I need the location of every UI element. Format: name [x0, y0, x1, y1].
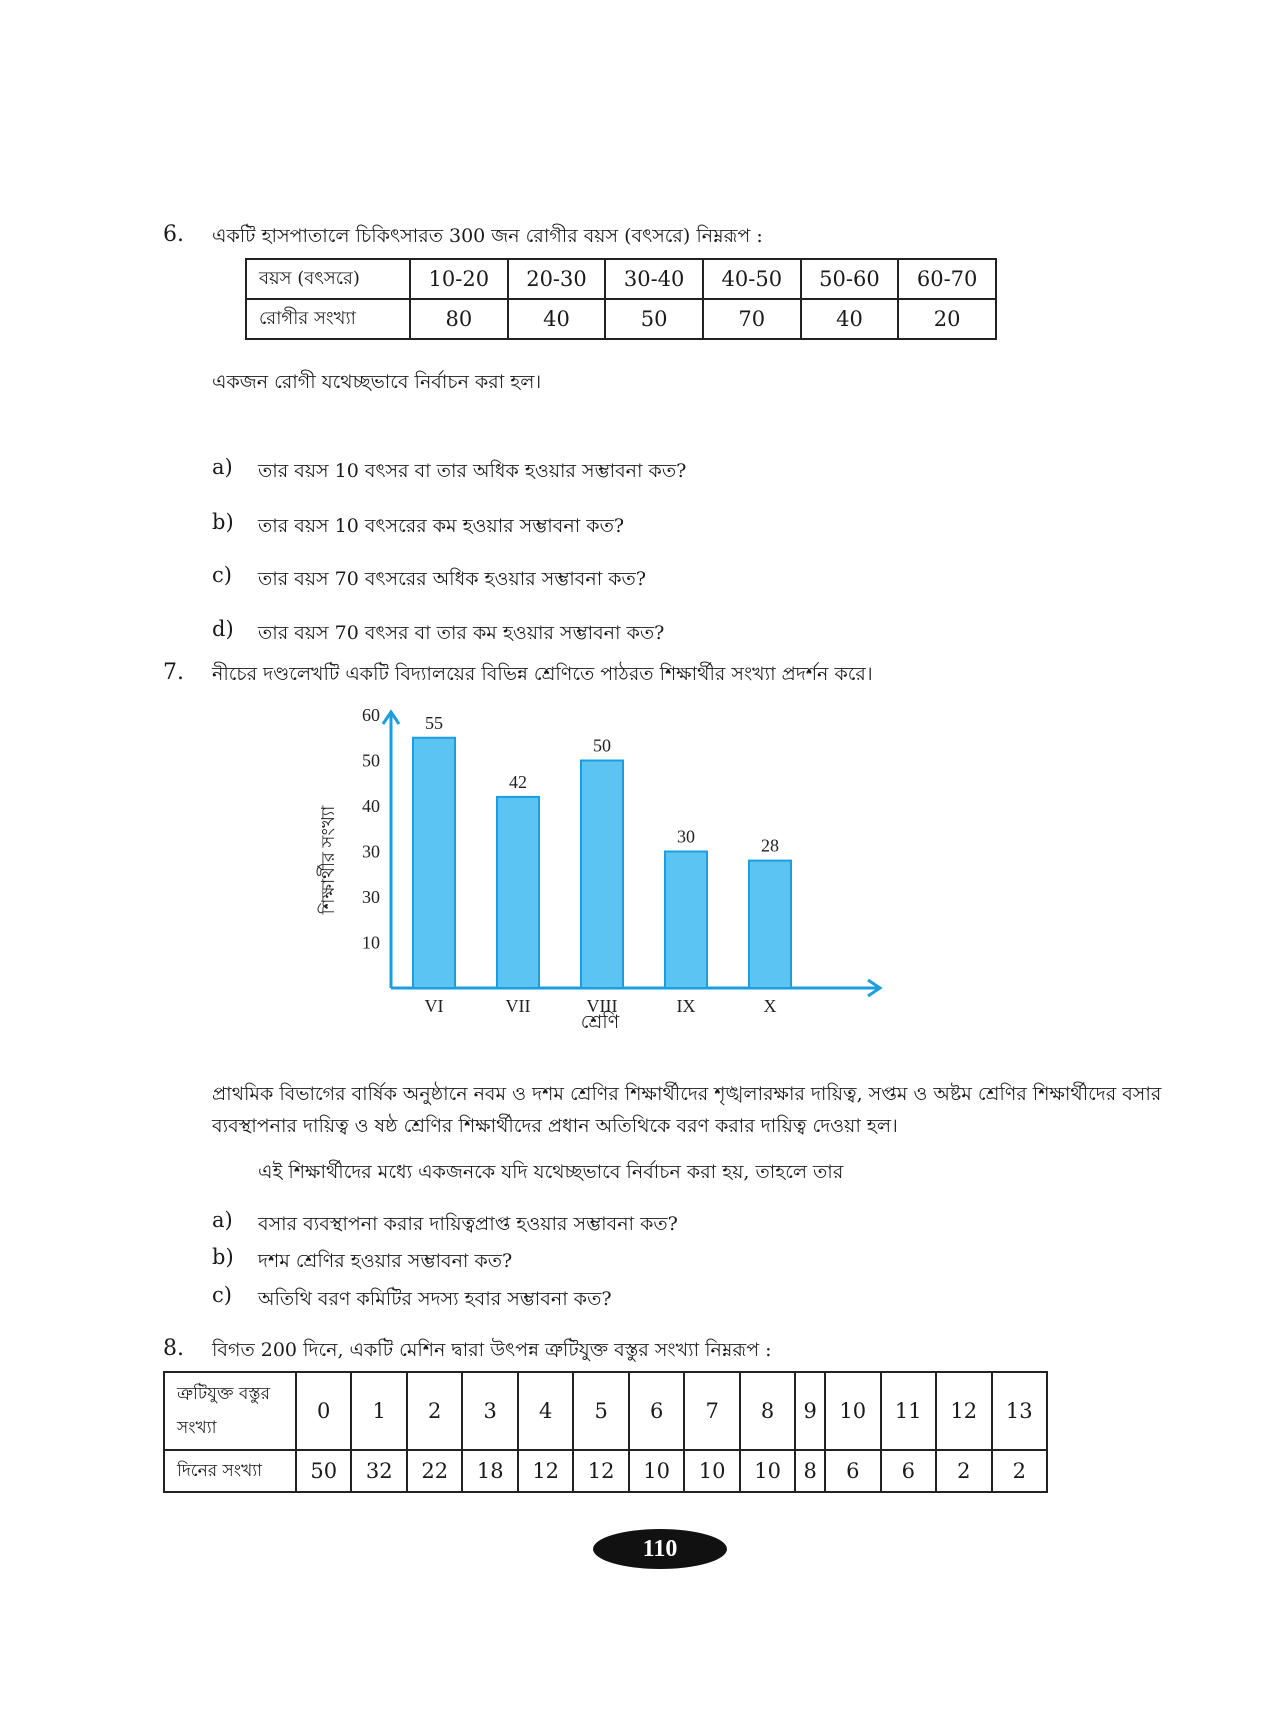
defects-row-label — [164, 1372, 296, 1450]
bar — [749, 861, 791, 988]
option-text: অতিথি বরণ কমিটির সদস্য হবার সম্ভাবনা কত? — [258, 1288, 612, 1310]
q8-text: বিগত 200 দিনে, একটি মেশিন দ্বারা উৎপন্ন ত্রুটিযুক্ত বস্তুর সংখ্যা নিম্নরূপ : — [212, 1339, 772, 1361]
data-label: 28 — [761, 835, 779, 856]
age-table — [245, 258, 997, 340]
defect-count-cell: 11 — [881, 1372, 936, 1450]
option-letter: a) — [212, 455, 233, 479]
defects-table — [163, 1371, 1048, 1493]
y-axis-title: শিক্ষার্থীর সংখ্যা — [318, 805, 338, 915]
day-count-cell: 6 — [825, 1450, 880, 1492]
day-count-cell: 10 — [740, 1450, 795, 1492]
option-text: তার বয়স 70 বৎসরের অধিক হওয়ার সম্ভাবনা কত? — [258, 568, 647, 590]
q8-number: 8. — [163, 1336, 184, 1361]
category-label: VII — [505, 996, 531, 1016]
y-tick-label: 40 — [362, 796, 380, 816]
data-label: 55 — [425, 712, 443, 733]
bar-chart — [300, 690, 900, 1040]
age-group-cell: 20-30 — [508, 259, 606, 299]
patient-count-cell: 80 — [410, 299, 508, 339]
y-tick-label: 50 — [362, 750, 380, 771]
defect-count-cell: 8 — [740, 1372, 795, 1450]
defect-count-cell: 12 — [936, 1372, 991, 1450]
q6-text: একটি হাসপাতালে চিকিৎসারত 300 জন রোগীর বয়স (বৎসরে) নিম্নরূপ : — [212, 225, 763, 247]
y-tick-label: 30 — [362, 841, 380, 862]
patient-count-cell: 20 — [898, 299, 996, 339]
patient-count-cell: 70 — [703, 299, 801, 339]
y-tick-label: 60 — [362, 705, 380, 725]
table-row — [246, 299, 996, 339]
day-count-cell: 10 — [629, 1450, 684, 1492]
data-label: 42 — [509, 771, 527, 792]
defect-count-cell: 9 — [795, 1372, 825, 1450]
category-label: X — [763, 996, 777, 1016]
patient-count-cell: 50 — [605, 299, 703, 339]
category-label: VI — [424, 996, 444, 1016]
option-letter: b) — [212, 1245, 234, 1269]
age-group-cell: 40-50 — [703, 259, 801, 299]
y-tick-label: 10 — [362, 932, 380, 953]
option-text: দশম শ্রেণির হওয়ার সম্ভাবনা কত? — [258, 1250, 513, 1272]
defects-label-line1: ত্রুটিযুক্ত বস্তুর — [177, 1384, 270, 1404]
patient-count-cell: 40 — [508, 299, 606, 339]
day-count-cell: 12 — [518, 1450, 573, 1492]
data-label: 30 — [677, 826, 695, 847]
age-row-label: বয়স (বৎসরে) — [246, 259, 410, 299]
q7-paragraph: প্রাথমিক বিভাগের বার্ষিক অনুষ্ঠানে নবম ও দশম শ্রেণির শিক্ষার্থীদের শৃঙ্খলারক্ষার দায়িত্ব, সপ্তম ও অষ্টম শ্রেণির শিক্ষার্থীদের বসার ব্যবস্থাপনার দায়িত্ব ও ষষ্ঠ শ্রেণির শিক্ষার্থীদের প্রধান অতিথিকে বরণ করার দায়িত্ব দেওয়া হল। — [212, 1083, 1162, 1137]
defect-count-cell: 10 — [825, 1372, 880, 1450]
day-count-cell: 12 — [573, 1450, 628, 1492]
bar — [413, 738, 455, 988]
age-group-cell: 10-20 — [410, 259, 508, 299]
day-count-cell: 2 — [936, 1450, 991, 1492]
y-tick-label: 30 — [362, 887, 380, 907]
day-count-cell: 18 — [462, 1450, 517, 1492]
day-count-cell: 50 — [296, 1450, 351, 1492]
option-letter: c) — [212, 1283, 232, 1307]
q6-number: 6. — [163, 222, 184, 247]
defect-count-cell: 13 — [992, 1372, 1048, 1450]
day-count-cell: 6 — [881, 1450, 936, 1492]
option-text: তার বয়স 70 বৎসর বা তার কম হওয়ার সম্ভাবনা কত? — [258, 622, 665, 644]
q7-lead: এই শিক্ষার্থীদের মধ্যে একজনকে যদি যথেচ্ছভাবে নির্বাচন করা হয়, তাহলে তার — [258, 1161, 844, 1183]
age-group-cell: 60-70 — [898, 259, 996, 299]
option-letter: a) — [212, 1208, 233, 1232]
table-row — [164, 1372, 1047, 1450]
bar — [665, 852, 707, 989]
q7-text: নীচের দণ্ডলেখটি একটি বিদ্যালয়ের বিভিন্ন শ্রেণিতে পাঠরত শিক্ষার্থীর সংখ্যা প্রদর্শন করে। — [212, 663, 873, 685]
defect-count-cell: 4 — [518, 1372, 573, 1450]
option-text: বসার ব্যবস্থাপনা করার দায়িত্বপ্রাপ্ত হওয়ার সম্ভাবনা কত? — [258, 1213, 678, 1235]
defect-count-cell: 2 — [407, 1372, 462, 1450]
patients-row-label: রোগীর সংখ্যা — [246, 299, 410, 339]
category-label: IX — [676, 996, 696, 1016]
q6-note: একজন রোগী যথেচ্ছভাবে নির্বাচন করা হল। — [212, 371, 542, 393]
defects-label-line2: সংখ্যা — [177, 1418, 217, 1438]
x-axis-title: শ্রেণি — [580, 1012, 620, 1033]
option-text: তার বয়স 10 বৎসরের কম হওয়ার সম্ভাবনা কত? — [258, 515, 625, 537]
bar — [581, 761, 623, 989]
table-row — [164, 1450, 1047, 1492]
bar — [497, 797, 539, 988]
days-row-label: দিনের সংখ্যা — [164, 1450, 296, 1492]
day-count-cell: 32 — [351, 1450, 406, 1492]
category-label: VIII — [586, 996, 618, 1016]
data-label: 50 — [593, 735, 611, 756]
defect-count-cell: 6 — [629, 1372, 684, 1450]
patient-count-cell: 40 — [801, 299, 899, 339]
q7-number: 7. — [163, 660, 184, 685]
defect-count-cell: 0 — [296, 1372, 351, 1450]
option-text: তার বয়স 10 বৎসর বা তার অধিক হওয়ার সম্ভাবনা কত? — [258, 460, 687, 482]
day-count-cell: 8 — [795, 1450, 825, 1492]
defect-count-cell: 7 — [684, 1372, 739, 1450]
day-count-cell: 2 — [992, 1450, 1048, 1492]
table-row — [246, 259, 996, 299]
page-number: 110 — [593, 1529, 727, 1569]
day-count-cell: 22 — [407, 1450, 462, 1492]
age-group-cell: 50-60 — [801, 259, 899, 299]
day-count-cell: 10 — [684, 1450, 739, 1492]
defect-count-cell: 1 — [351, 1372, 406, 1450]
defect-count-cell: 5 — [573, 1372, 628, 1450]
option-letter: c) — [212, 563, 232, 587]
age-group-cell: 30-40 — [605, 259, 703, 299]
option-letter: b) — [212, 510, 234, 534]
defect-count-cell: 3 — [462, 1372, 517, 1450]
option-letter: d) — [212, 617, 234, 641]
